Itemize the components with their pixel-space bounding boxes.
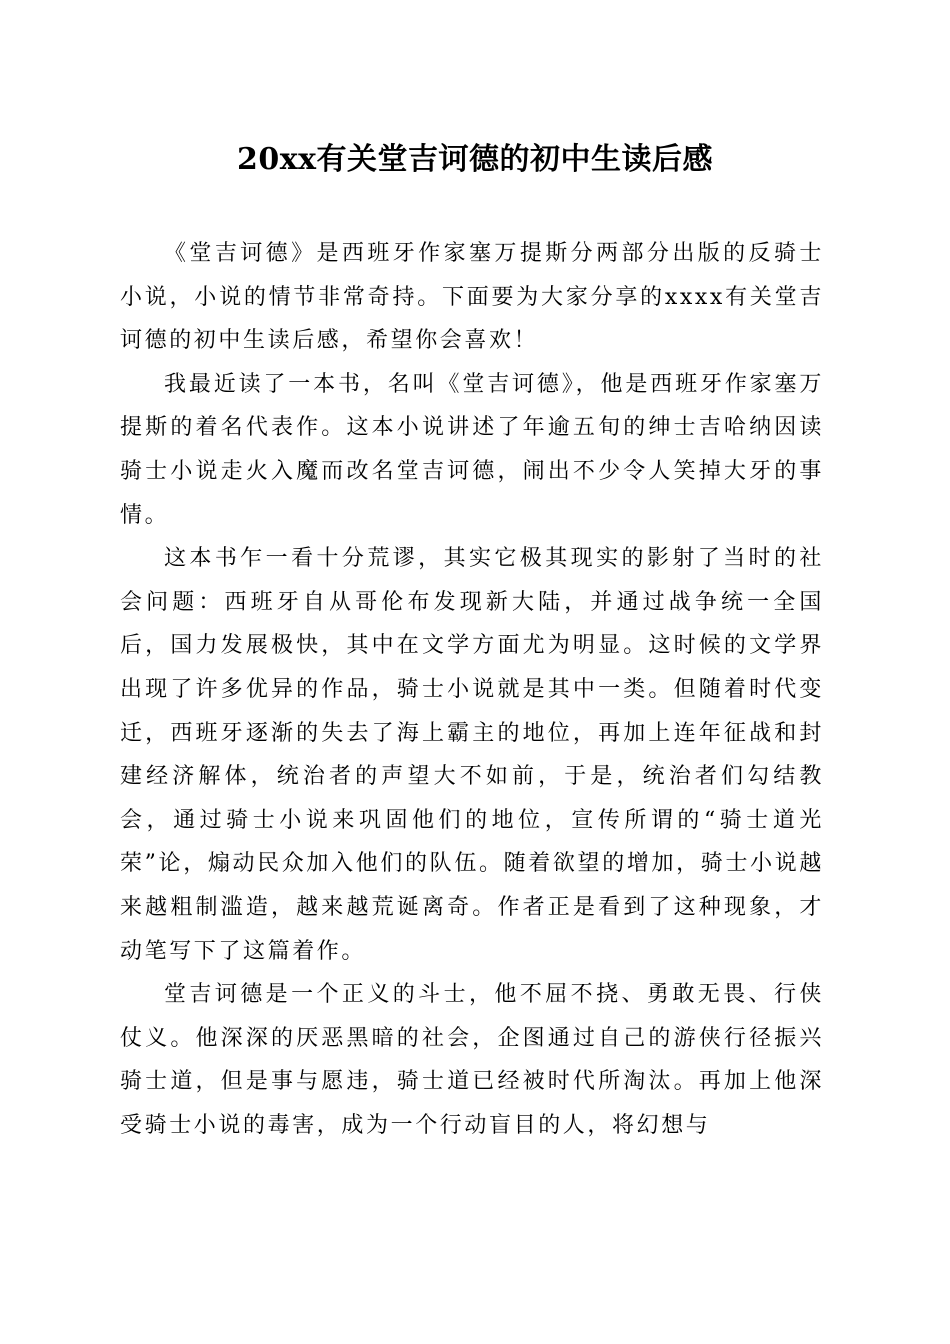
document-body: [120, 232, 824, 1147]
document-title: 20xx有关堂吉诃德的初中生读后感: [236, 142, 714, 177]
paragraph-2: 我最近读了一本书，名叫《堂吉诃德》，他是西班牙作家塞万提斯的着名代表作。这本小说讲述了年逾五旬的绅士吉哈纳因读骑士小说走火入魔而改名堂吉诃德，闹出不少令人笑掉大牙的事情。: [120, 371, 824, 528]
paragraph-3: 这本书乍一看十分荒谬，其实它极其现实的影射了当时的社会问题：西班牙自从哥伦布发现新大陆，并通过战争统一全国后，国力发展极快，其中在文学方面尤为明显。这时候的文学界出现了许多优异的作品，骑士小说就是其中一类。但随着时代变迁，西班牙逐渐的失去了海上霸主的地位，再加上连年征战和封建经济解体，统治者的声望大不如前，于是，统治者们勾结教会，通过骑士小说来巩固他们的地位，宣传所谓的“骑士道光荣”论，煽动民众加入他们的队伍。随着欲望的增加，骑士小说越来越粗制滥造，越来越荒诞离奇。作者正是看到了这种现象，才动笔写下了这篇着作。: [120, 546, 824, 964]
paragraph-4: 堂吉诃德是一个正义的斗士，他不屈不挠、勇敢无畏、行侠仗义。他深深的厌恶黑暗的社会，企图通过自己的游侠行径振兴骑士道，但是事与愿违，骑士道已经被时代所淘汰。再加上他深受骑士小说的毒害，成为一个行动盲目的人，将幻想与: [120, 982, 824, 1138]
paragraph-intro: 《堂吉诃德》是西班牙作家塞万提斯分两部分出版的反骑士小说，小说的情节非常奇持。下面要为大家分享的xxxx有关堂吉诃德的初中生读后感，希望你会喜欢！: [120, 241, 824, 354]
